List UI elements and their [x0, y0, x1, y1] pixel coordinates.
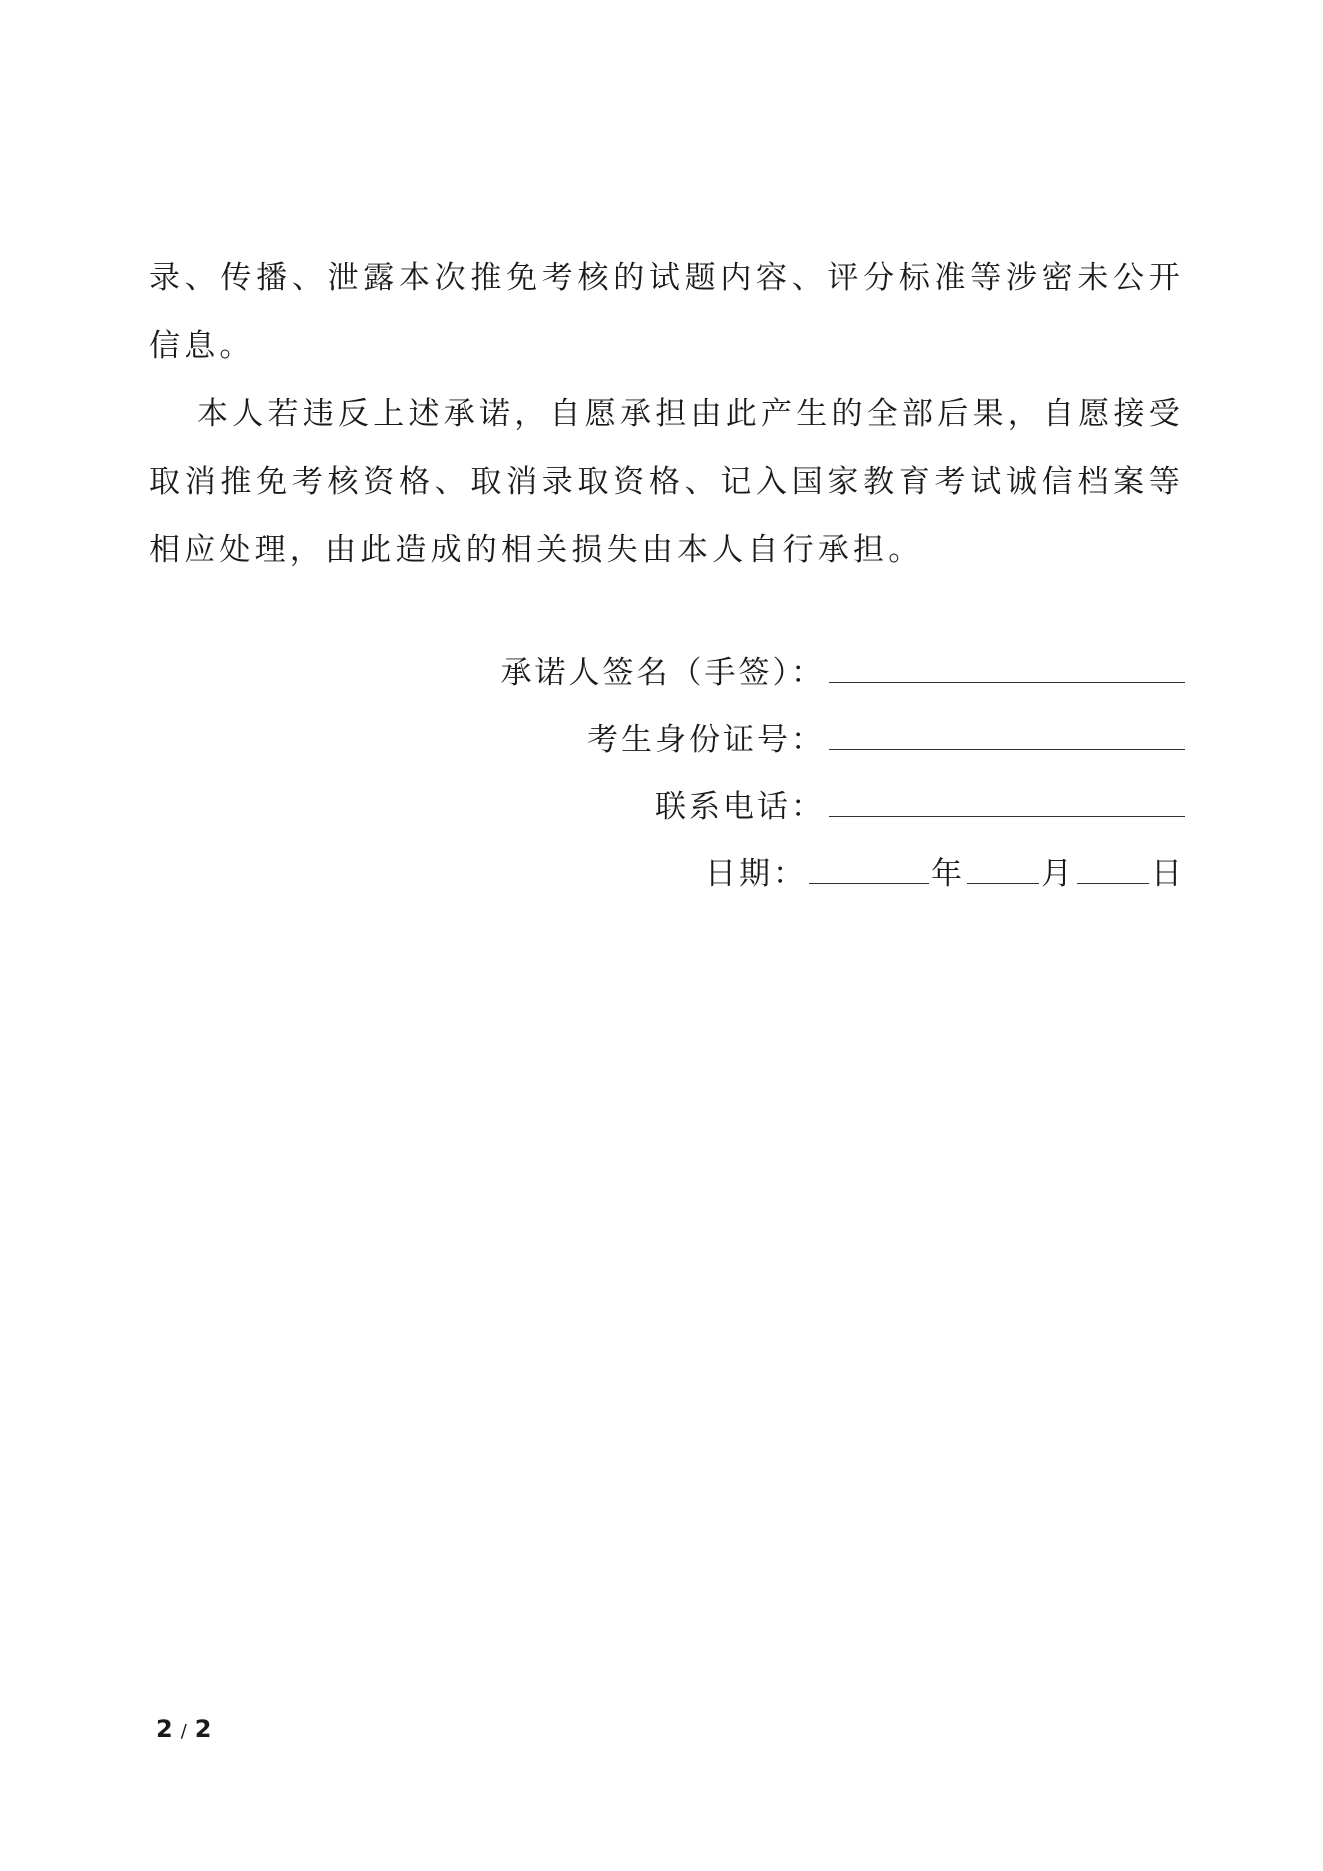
body-text: [149, 244, 1184, 584]
signature-block: [285, 640, 1185, 908]
page-separator: /: [180, 1721, 189, 1742]
id-row: [285, 707, 1185, 774]
month-label: 月: [1041, 856, 1075, 892]
id-blank: [829, 723, 1185, 750]
month-blank: [967, 857, 1039, 884]
phone-row: [285, 774, 1185, 841]
page-current: 2: [156, 1715, 175, 1743]
day-label: 日: [1151, 856, 1185, 892]
id-label: 考生身份证号：: [587, 722, 825, 758]
date-label: 日期：: [705, 856, 807, 892]
year-label: 年: [931, 856, 965, 892]
day-blank: [1077, 857, 1149, 884]
paragraph-consequences: 本人若违反上述承诺，自愿承担由此产生的全部后果，自愿接受取消推免考核资格、取消录取资格、记入国家教育考试诚信档案等相应处理，由此造成的相关损失由本人自行承担。: [149, 396, 1184, 568]
signer-blank: [829, 656, 1185, 683]
phone-label: 联系电话：: [655, 789, 825, 825]
page-number: [156, 1715, 213, 1743]
paragraph-continuation: 录、传播、泄露本次推免考核的试题内容、评分标准等涉密未公开信息。: [149, 260, 1184, 364]
year-blank: [809, 857, 929, 884]
date-row: [285, 841, 1185, 908]
signer-row: [285, 640, 1185, 707]
page-total: 2: [194, 1715, 214, 1743]
phone-blank: [829, 790, 1185, 817]
signer-label: 承诺人签名（手签）：: [500, 655, 825, 691]
